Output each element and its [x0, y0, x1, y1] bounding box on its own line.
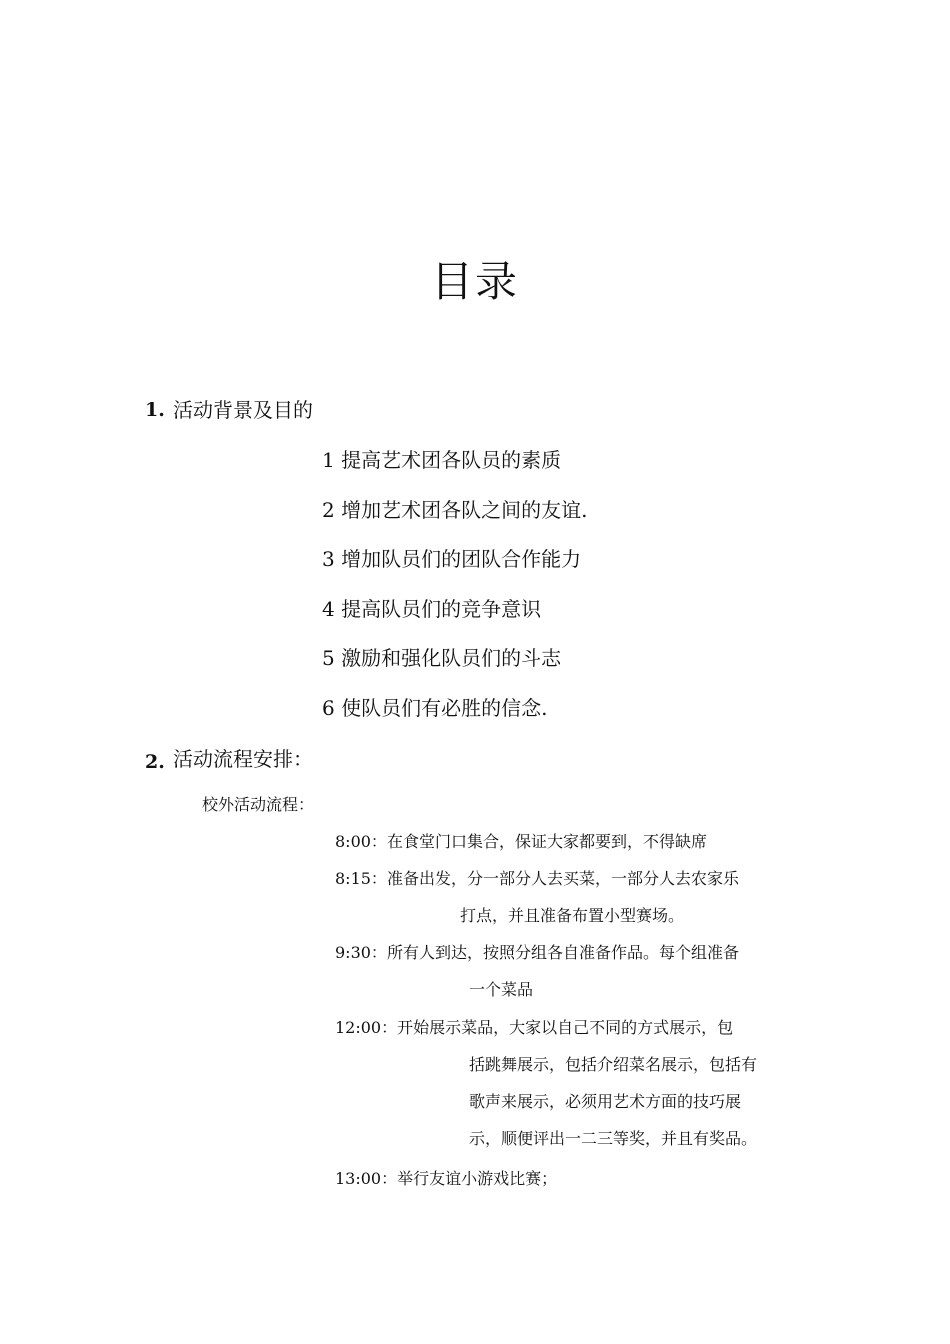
schedule-entry-1200	[335, 1009, 815, 1157]
schedule-text-continued: 示，顺便评出一二三等奖，并且有奖品。	[469, 1129, 758, 1148]
section-1-heading: 活动背景及目的	[173, 398, 313, 422]
schedule-text: 开始展示菜品，大家以自己不同的方式展示，包	[397, 1018, 734, 1037]
goal-item-1: 1 提高艺术团各队员的素质	[322, 448, 562, 472]
schedule-time: 13:00：	[335, 1169, 398, 1188]
schedule-text-continued: 打点，并且准备布置小型赛场。	[460, 906, 685, 925]
schedule-text: 所有人到达，按照分组各自准备作品。每个组准备	[386, 943, 739, 962]
schedule-time: 9:30：	[335, 943, 387, 962]
schedule-text: 准备出发，分一部分人去买菜，一部分人去农家乐	[386, 869, 739, 888]
schedule-subheading: 校外活动流程：	[202, 795, 315, 814]
section-2-heading: 活动流程安排：	[173, 747, 313, 771]
schedule-time: 8:15：	[335, 869, 387, 888]
schedule-entry-0930	[335, 934, 815, 1008]
section-1-number: 1.	[145, 399, 165, 421]
goal-item-2: 2 增加艺术团各队之间的友谊.	[322, 498, 588, 522]
section-2-number: 2.	[145, 751, 165, 773]
schedule-text-continued: 一个菜品	[469, 980, 534, 999]
schedule-text: 举行友谊小游戏比赛；	[397, 1169, 558, 1188]
schedule-entry-0800	[335, 823, 815, 860]
schedule-text: 在食堂门口集合，保证大家都要到，不得缺席	[386, 832, 707, 851]
schedule-time: 12:00：	[335, 1018, 398, 1037]
goal-item-4: 4 提高队员们的竞争意识	[322, 597, 542, 621]
schedule-entry-0815	[335, 860, 815, 934]
goal-item-3: 3 增加队员们的团队合作能力	[322, 547, 582, 571]
schedule-text-continued: 括跳舞展示，包括介绍菜名展示，包括有	[469, 1055, 758, 1074]
goal-item-6: 6 使队员们有必胜的信念.	[322, 696, 548, 720]
page-title: 目录	[430, 257, 519, 306]
schedule-entry-1300	[335, 1160, 815, 1197]
schedule-time: 8:00：	[335, 832, 387, 851]
schedule-text-continued: 歌声来展示，必须用艺术方面的技巧展	[469, 1092, 742, 1111]
goal-item-5: 5 激励和强化队员们的斗志	[322, 646, 562, 670]
